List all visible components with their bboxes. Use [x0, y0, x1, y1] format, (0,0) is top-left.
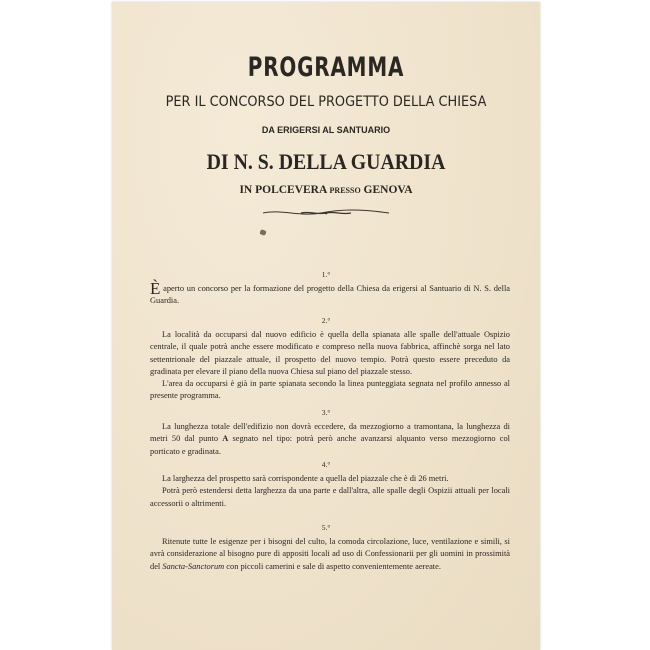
section-body-1: [150, 279, 510, 308]
section-body-2: [150, 329, 510, 403]
section-number-1: 1.°: [321, 270, 331, 279]
drop-cap: È: [150, 279, 161, 298]
paragraph-text: con piccoli camerini e sale di aspetto convenientemente aereate.: [224, 561, 441, 571]
paragraph-text: aperto un concorso per la formazione del progetto della Chiesa da erigersi al Santuario di N. S. della Guardia.: [150, 284, 510, 306]
ornament-divider-icon: [261, 208, 391, 218]
paragraph: La larghezza del prospetto sarà corrispondente a quella del piazzale che è di 26 metri.: [162, 474, 449, 483]
section-body-5: [150, 536, 510, 573]
paragraph: Potrà però estendersi detta larghezza da una parte e dall'altra, alle spalle degli Ospizii attuali per locali accessorii o altrimenti.: [150, 486, 510, 508]
section-body-3: [150, 421, 510, 458]
subtitle-line-1: PER IL CONCORSO DEL PROGETTO DELLA CHIESA: [165, 94, 487, 110]
section-body-4: [150, 473, 510, 510]
paragraph: [150, 536, 510, 573]
section-number-4: 4.°: [321, 460, 331, 469]
document-title: PROGRAMMA: [247, 52, 405, 83]
paragraph: L'area da occuparsi è già in parte spianata secondo la linea punteggiata segnata nel profilo annesso al presente programma.: [150, 379, 510, 401]
document-page: [112, 2, 540, 650]
location-text: IN POLCEVERA: [239, 184, 327, 196]
ink-speck: [259, 229, 266, 236]
paragraph: [150, 279, 510, 308]
paragraph-text: La lunghezza totale dell'edifizio non dovrà eccedere, da mezzogiorno a tramontana, la lunghezza di metri 50 dal punto: [150, 422, 510, 444]
section-number-3: 3.°: [321, 408, 331, 417]
section-number-2: 2.°: [321, 316, 331, 325]
city-text: GENOVA: [363, 184, 413, 196]
paragraph-text: Ritenute tutte le esigenze per i bisogni del culto, la comoda circolazione, luce, ventilazione e simili, si avrà considerazione al bisogno pure di appositi locali ad uso di Confessionarii per gli uomini in prossimità del: [150, 537, 510, 571]
paragraph-text: segnato nel tipo: potrà però anche avanzarsi alquanto verso mezzogiorno col porticato e gradinata.: [150, 434, 511, 456]
subtitle-line-3: DI N. S. DELLA GUARDIA: [206, 149, 446, 174]
point-label: A: [222, 434, 229, 444]
subtitle-line-4: [112, 184, 540, 196]
presso-text: PRESSO: [329, 186, 361, 195]
section-number-5: 5.°: [321, 523, 331, 532]
paragraph: La località da occuparsi dal nuovo edificio è quella della spianata alle spalle dell'attuale Ospizio centrale, il quale potrà anche essere modificato e compreso nella nuova fabbrica, affinchè sorga nel lato settentrionale del piazzale attuale, il prospetto del nuovo tempio. Potrà questo essere preceduto da gradinata per elevare il piano della nuova Chiesa sul piano del piazzale stesso.: [150, 330, 510, 376]
italic-term: Sancta-Sanctorum: [162, 561, 225, 571]
subtitle-line-2: DA ERIGERSI AL SANTUARIO: [261, 125, 391, 135]
paragraph: [150, 421, 510, 458]
